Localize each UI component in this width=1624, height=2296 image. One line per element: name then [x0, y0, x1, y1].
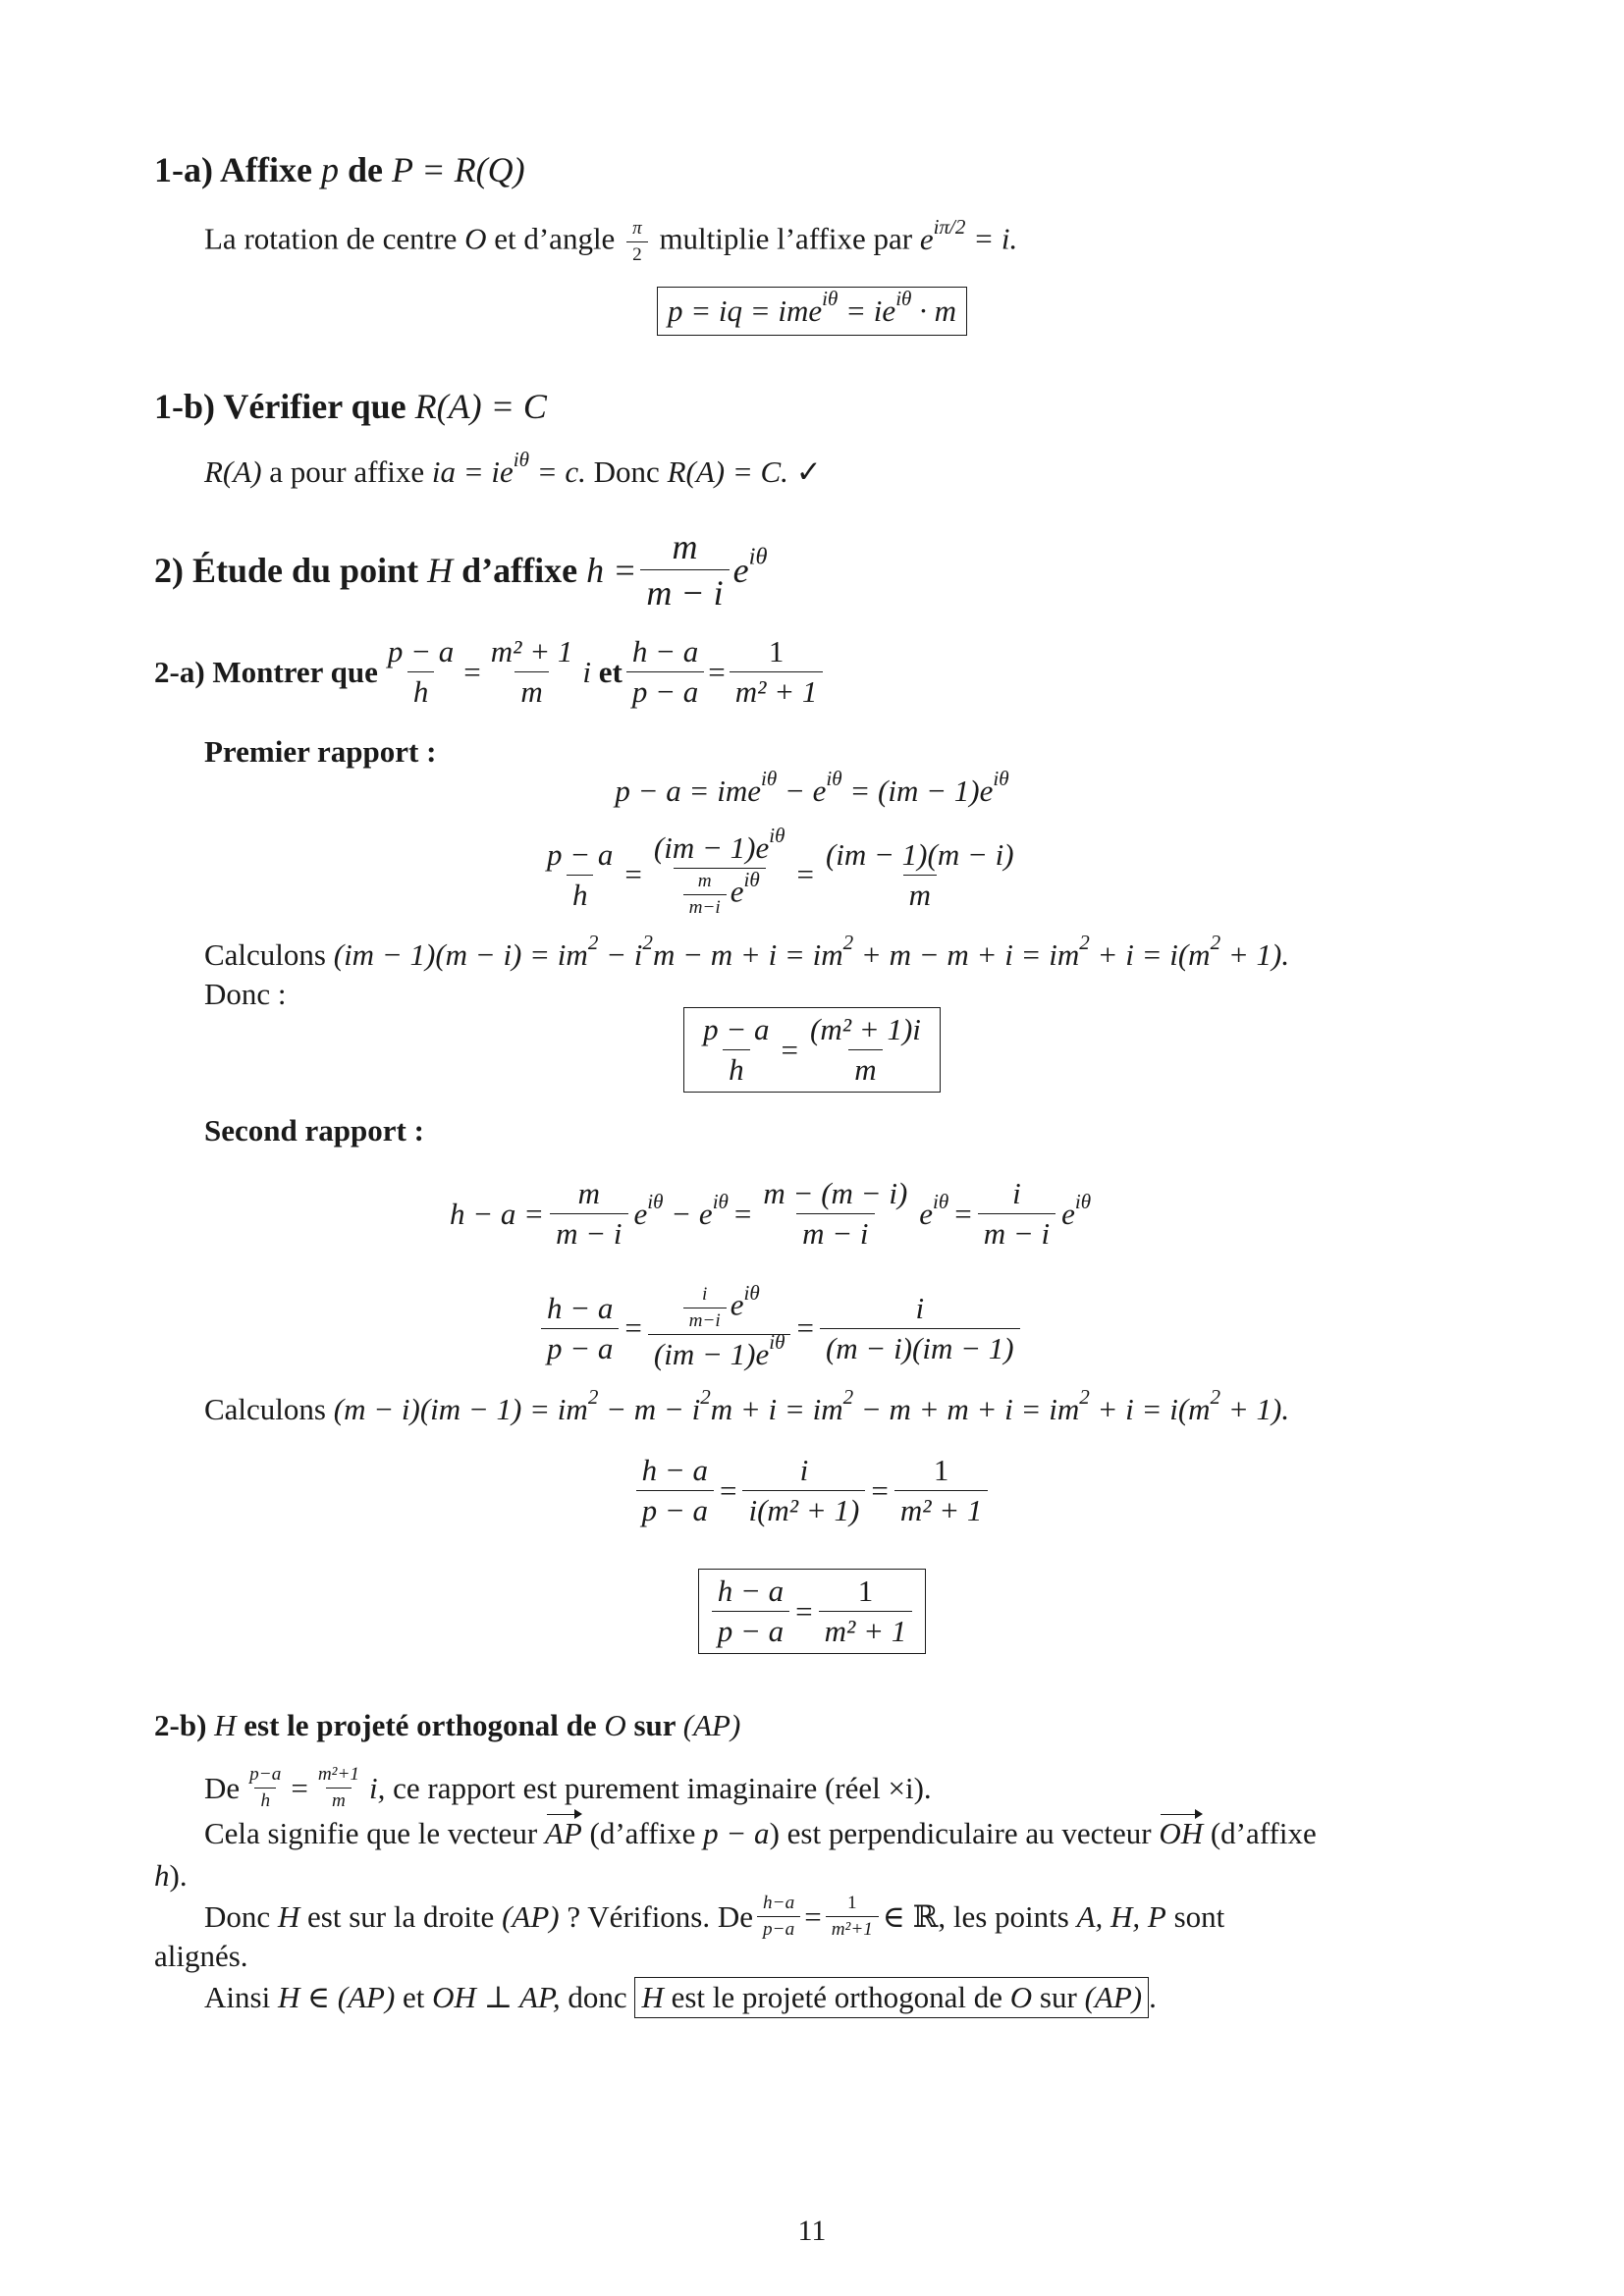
page-number-text: 11	[797, 2215, 827, 2247]
fraction	[541, 837, 619, 913]
equation-ratio-1: $\frac{p - a}{h}$ = $(im - 1)e^{i\theta}$ $\frac{m}{m-i}$ $e^{i\theta}$ = $\frac{(im - 1)(m - i)}{m}$	[538, 830, 1023, 919]
math: i,	[369, 1770, 386, 1805]
math: =	[291, 1770, 308, 1805]
math: = ie	[838, 294, 896, 328]
equation-ratio-2-simplified: $\frac{h - a}{p - a}$ = $\frac{i}{\text{i(m² + 1)}}$ = $\frac{1}{\text{m² + 1}}$	[0, 1453, 1624, 1528]
numerator: p−a	[249, 1764, 282, 1785]
math: e	[919, 1196, 934, 1231]
math: · m	[911, 294, 957, 328]
text: et d’angle	[494, 221, 616, 256]
numerator: (m² + 1)i	[810, 1012, 921, 1046]
text: Calculons	[204, 937, 326, 972]
superscript: iθ	[513, 448, 529, 472]
denominator: m	[514, 671, 548, 710]
denominator: m − i	[640, 569, 729, 614]
fraction	[636, 1453, 714, 1528]
math: h	[154, 1858, 170, 1893]
heading-math: R(A) = C	[414, 387, 547, 426]
text: .	[1149, 1980, 1157, 2014]
math: + i = i(m	[1089, 1392, 1211, 1426]
text: ) est perpendiculaire au vecteur	[769, 1816, 1152, 1850]
superscript: iθ	[1074, 1189, 1092, 1213]
numerator: p − a	[547, 836, 614, 872]
denominator: m	[903, 875, 937, 913]
math: R(A) = C.	[667, 454, 788, 489]
heading-math: P = R(Q)	[391, 150, 525, 189]
text: ? Vérifions. De	[567, 1898, 754, 1934]
math: − m + m + i = im	[853, 1392, 1080, 1426]
superscript: iθ	[895, 287, 912, 311]
math: e	[732, 550, 749, 590]
boxed-result-p	[0, 287, 1624, 336]
text: De	[204, 1770, 241, 1805]
heading-math: p	[320, 150, 339, 189]
math: p = iq = ime	[667, 294, 823, 328]
math: i	[582, 654, 592, 689]
math: + 1).	[1220, 1392, 1290, 1426]
fraction	[804, 1012, 927, 1088]
text: sur	[1039, 1980, 1077, 2014]
text: ∈ ℝ, les points	[882, 1898, 1069, 1934]
fraction	[626, 634, 704, 710]
math: m − m + i = im	[652, 937, 843, 972]
text: Ainsi	[204, 1980, 271, 2014]
math: (AP)	[502, 1898, 560, 1934]
denominator: p − a	[636, 1490, 714, 1528]
numerator: m	[577, 1176, 600, 1210]
text: (d’affixe	[1210, 1816, 1317, 1850]
fraction	[978, 1176, 1056, 1252]
numerator: h − a	[547, 1290, 614, 1325]
text: et	[403, 1980, 425, 2014]
denominator: p − a	[712, 1611, 789, 1649]
math: p − a	[703, 1816, 770, 1850]
superscript: iθ	[761, 767, 778, 791]
math: e	[730, 874, 744, 909]
fraction	[826, 1893, 879, 1941]
denominator: 2	[626, 241, 648, 266]
equation-h-minus-a: h − a = $\frac{m}{m - i}$ $e^{i\theta} - e^{i\theta}$ = $\frac{m - (m - i)}{m - i}$ $e^{i\theta}$ = $\frac{i}{m - i}$ $e^{i\theta}$	[450, 1176, 1092, 1251]
denominator: i(m² + 1)	[742, 1490, 865, 1528]
fraction	[648, 824, 791, 919]
numerator: h − a	[641, 1453, 708, 1487]
text: donc	[568, 1980, 627, 2014]
denominator: m	[848, 1049, 882, 1088]
denominator: m−i	[683, 1308, 727, 1332]
denominator: m − i	[978, 1213, 1056, 1252]
math: p − a = ime	[615, 774, 761, 808]
math: =	[463, 654, 481, 689]
vector-oh: OH	[1159, 1816, 1204, 1850]
math: + 1).	[1220, 937, 1290, 972]
superscript: iθ	[822, 287, 839, 311]
result-box: $\frac{p - a}{h}$ = $\frac{\text{(m² + 1)i}}{m}$	[683, 1007, 941, 1093]
superscript: iθ	[748, 543, 768, 570]
numerator: h − a	[717, 1574, 785, 1608]
numerator: π	[632, 218, 642, 239]
fraction	[382, 634, 460, 710]
fraction	[683, 871, 727, 919]
math: − e	[777, 774, 827, 808]
result-box	[657, 287, 967, 336]
text: a pour affixe	[269, 454, 425, 489]
fraction	[626, 218, 648, 266]
superscript: iθ	[769, 824, 785, 848]
math: − i	[598, 937, 643, 972]
fraction	[648, 1280, 791, 1372]
math: =	[804, 1898, 822, 1934]
rotation-sentence	[204, 214, 1018, 266]
denominator: m² + 1	[894, 1490, 989, 1528]
fraction	[819, 1574, 913, 1649]
equation-ratio-2: $\frac{h - a}{p - a}$ = $\frac{i}{m-i}$ $e^{i\theta}$ $(im - 1)e^{i\theta}$ = $\frac{i}{(m - i)(im - 1)}$	[538, 1284, 1023, 1372]
superscript: 2	[700, 1385, 711, 1410]
math: (AP)	[682, 1708, 741, 1742]
heading-text: et	[598, 654, 623, 689]
heading-text: 1-b) Vérifier que	[154, 387, 406, 426]
fraction	[894, 1453, 989, 1528]
section-2a-heading	[154, 634, 827, 710]
heading-text: est le projeté orthogonal de	[244, 1708, 597, 1742]
heading-text: 1-a) Affixe	[154, 150, 312, 189]
math: O	[1009, 1980, 1033, 2014]
math: m + i = im	[710, 1392, 843, 1426]
fraction	[312, 1764, 365, 1812]
text: sont	[1173, 1898, 1225, 1934]
numerator: (im − 1)(m − i)	[825, 836, 1014, 872]
math: e	[730, 1287, 744, 1322]
fraction	[244, 1764, 287, 1812]
superscript: iθ	[933, 1189, 949, 1213]
math: A, H, P	[1076, 1898, 1166, 1934]
conclusion-box	[634, 1977, 1149, 2018]
text: est sur la droite	[307, 1898, 495, 1934]
text: La rotation de centre	[204, 221, 458, 256]
boxed-result-ratio-1	[0, 1007, 1624, 1093]
math: H	[277, 1898, 300, 1934]
fraction	[683, 1284, 727, 1332]
paragraph-imaginary	[204, 1764, 932, 1812]
second-rapport-label: Second rapport :	[204, 1113, 424, 1148]
math: R(A)	[204, 454, 262, 489]
equation-p-minus-a	[0, 767, 1624, 809]
superscript: iθ	[743, 1280, 760, 1305]
heading-text: de	[347, 150, 383, 189]
math: e	[1061, 1196, 1075, 1231]
math: H ∈ (AP)	[277, 1980, 396, 2014]
heading-text: 2) Étude du point	[154, 550, 419, 590]
numerator: 1	[933, 1453, 949, 1487]
text: multiplie l’affixe par	[659, 221, 913, 256]
section-1b-heading	[154, 386, 547, 427]
denominator: h	[567, 875, 594, 913]
heading-text: sur	[633, 1708, 676, 1742]
denominator: p − a	[541, 1328, 619, 1366]
paragraph-conclusion	[204, 1977, 1157, 2018]
math: = i.	[973, 221, 1018, 256]
rotation-check-sentence	[204, 448, 822, 490]
numerator: i	[799, 1453, 809, 1487]
fraction	[485, 634, 579, 710]
superscript: iθ	[743, 867, 760, 891]
math: + m − m + i = im	[853, 937, 1080, 972]
math: (m − i)(im − 1) = im	[333, 1392, 588, 1426]
math: h − a =	[450, 1196, 545, 1231]
denominator: (im − 1)e	[653, 1337, 770, 1371]
fraction	[550, 1176, 627, 1252]
denominator: h	[254, 1788, 276, 1812]
denominator: (m − i)(im − 1)	[820, 1328, 1020, 1366]
math: H	[641, 1980, 664, 2014]
text: Cela signifie que le vecteur	[204, 1816, 538, 1850]
premier-rapport-label: Premier rapport :	[204, 734, 437, 769]
fraction	[757, 1176, 913, 1252]
checkmark-icon: ✓	[795, 454, 822, 489]
superscript: iθ	[712, 1189, 729, 1213]
denominator: m−i	[683, 894, 727, 919]
math: e	[919, 221, 934, 256]
calcul-2	[204, 1385, 1290, 1427]
numerator: m	[672, 527, 698, 566]
page-number	[0, 2215, 1624, 2248]
superscript: iθ	[647, 1189, 664, 1213]
heading-math: H	[427, 550, 454, 590]
math: H	[214, 1708, 237, 1742]
numerator: m − (m − i)	[763, 1176, 908, 1210]
superscript: 2	[642, 931, 653, 955]
math: O	[464, 221, 487, 256]
numerator: i	[1012, 1176, 1021, 1210]
donc-label: Donc :	[204, 977, 287, 1011]
calcul-1	[204, 931, 1290, 973]
superscript: 2	[587, 1385, 599, 1410]
numerator: i	[702, 1284, 708, 1305]
heading-text: 2-a) Montrer que	[154, 654, 378, 689]
numerator: p − a	[387, 634, 455, 668]
paragraph-perpendicular	[204, 1816, 1317, 1851]
superscript: iθ	[769, 1330, 785, 1355]
denominator: m²+1	[826, 1916, 879, 1941]
heading-text: 2-b)	[154, 1708, 207, 1742]
superscript: 2	[842, 1385, 854, 1410]
fraction	[742, 1453, 865, 1528]
fraction	[730, 634, 824, 710]
math: = (im − 1)e	[841, 774, 994, 808]
numerator: h − a	[631, 634, 699, 668]
math: = c.	[528, 454, 586, 489]
fraction	[820, 1291, 1020, 1366]
text: Donc	[204, 1898, 271, 1934]
superscript: iπ/2	[933, 214, 966, 239]
text: Donc	[593, 454, 660, 489]
numerator: m² + 1	[490, 634, 573, 668]
fraction	[541, 1291, 619, 1366]
paragraph-aligned-end: alignés.	[154, 1939, 248, 1973]
text: Calculons	[204, 1392, 326, 1426]
denominator: p − a	[626, 671, 704, 710]
fraction	[820, 837, 1020, 913]
superscript: iθ	[826, 767, 842, 791]
fraction	[697, 1012, 775, 1088]
paragraph-aligned	[204, 1893, 1224, 1941]
numerator: 1	[768, 634, 785, 668]
paragraph-perpendicular-end	[154, 1858, 188, 1894]
superscript: 2	[587, 931, 599, 955]
superscript: 2	[1079, 931, 1090, 955]
superscript: 2	[842, 931, 854, 955]
vector-ap: AP	[544, 1816, 582, 1850]
denominator: h	[723, 1049, 750, 1088]
math: − m − i	[598, 1392, 701, 1426]
math: O	[604, 1708, 626, 1742]
denominator: m − i	[796, 1213, 874, 1252]
denominator: m² + 1	[819, 1611, 913, 1649]
math: + i = i(m	[1089, 937, 1211, 972]
numerator: m²+1	[317, 1764, 359, 1785]
section-1a-heading	[154, 149, 525, 190]
math: (AP)	[1084, 1980, 1143, 2014]
numerator: h−a	[763, 1893, 795, 1913]
result-box: $\frac{h - a}{p - a}$ = $\frac{1}{\text{m² + 1}}$	[698, 1569, 927, 1654]
denominator: p−a	[757, 1916, 800, 1941]
numerator: i	[915, 1290, 925, 1325]
text: est le projeté orthogonal de	[671, 1980, 1003, 2014]
superscript: iθ	[993, 767, 1009, 791]
section-2-heading	[154, 526, 767, 614]
boxed-result-ratio-2	[0, 1569, 1624, 1654]
section-2b-heading	[154, 1708, 740, 1743]
numerator: (im − 1)e	[653, 830, 770, 865]
fraction	[712, 1574, 789, 1649]
denominator: m	[326, 1788, 352, 1812]
fraction	[640, 526, 729, 614]
text: (d’affixe	[589, 1816, 696, 1850]
denominator: m − i	[550, 1213, 627, 1252]
math: e	[633, 1196, 648, 1231]
math: OH ⊥ AP,	[432, 1980, 561, 2014]
superscript: 2	[1079, 1385, 1090, 1410]
denominator: m² + 1	[730, 671, 824, 710]
math: =	[708, 654, 726, 689]
math: ia = ie	[431, 454, 514, 489]
fraction	[757, 1893, 800, 1941]
denominator: h	[407, 671, 435, 710]
superscript: 2	[1210, 931, 1221, 955]
numerator: 1	[857, 1574, 874, 1608]
heading-math: h =	[586, 550, 637, 590]
heading-text: d’affixe	[461, 550, 578, 590]
text: ).	[169, 1858, 188, 1893]
numerator: 1	[846, 1893, 857, 1913]
numerator: m	[697, 871, 712, 891]
math: (im − 1)(m − i) = im	[333, 937, 588, 972]
math: − e	[663, 1196, 713, 1231]
superscript: 2	[1210, 1385, 1221, 1410]
text: ce rapport est purement imaginaire (réel ×i).	[393, 1770, 932, 1805]
numerator: p − a	[703, 1012, 770, 1046]
